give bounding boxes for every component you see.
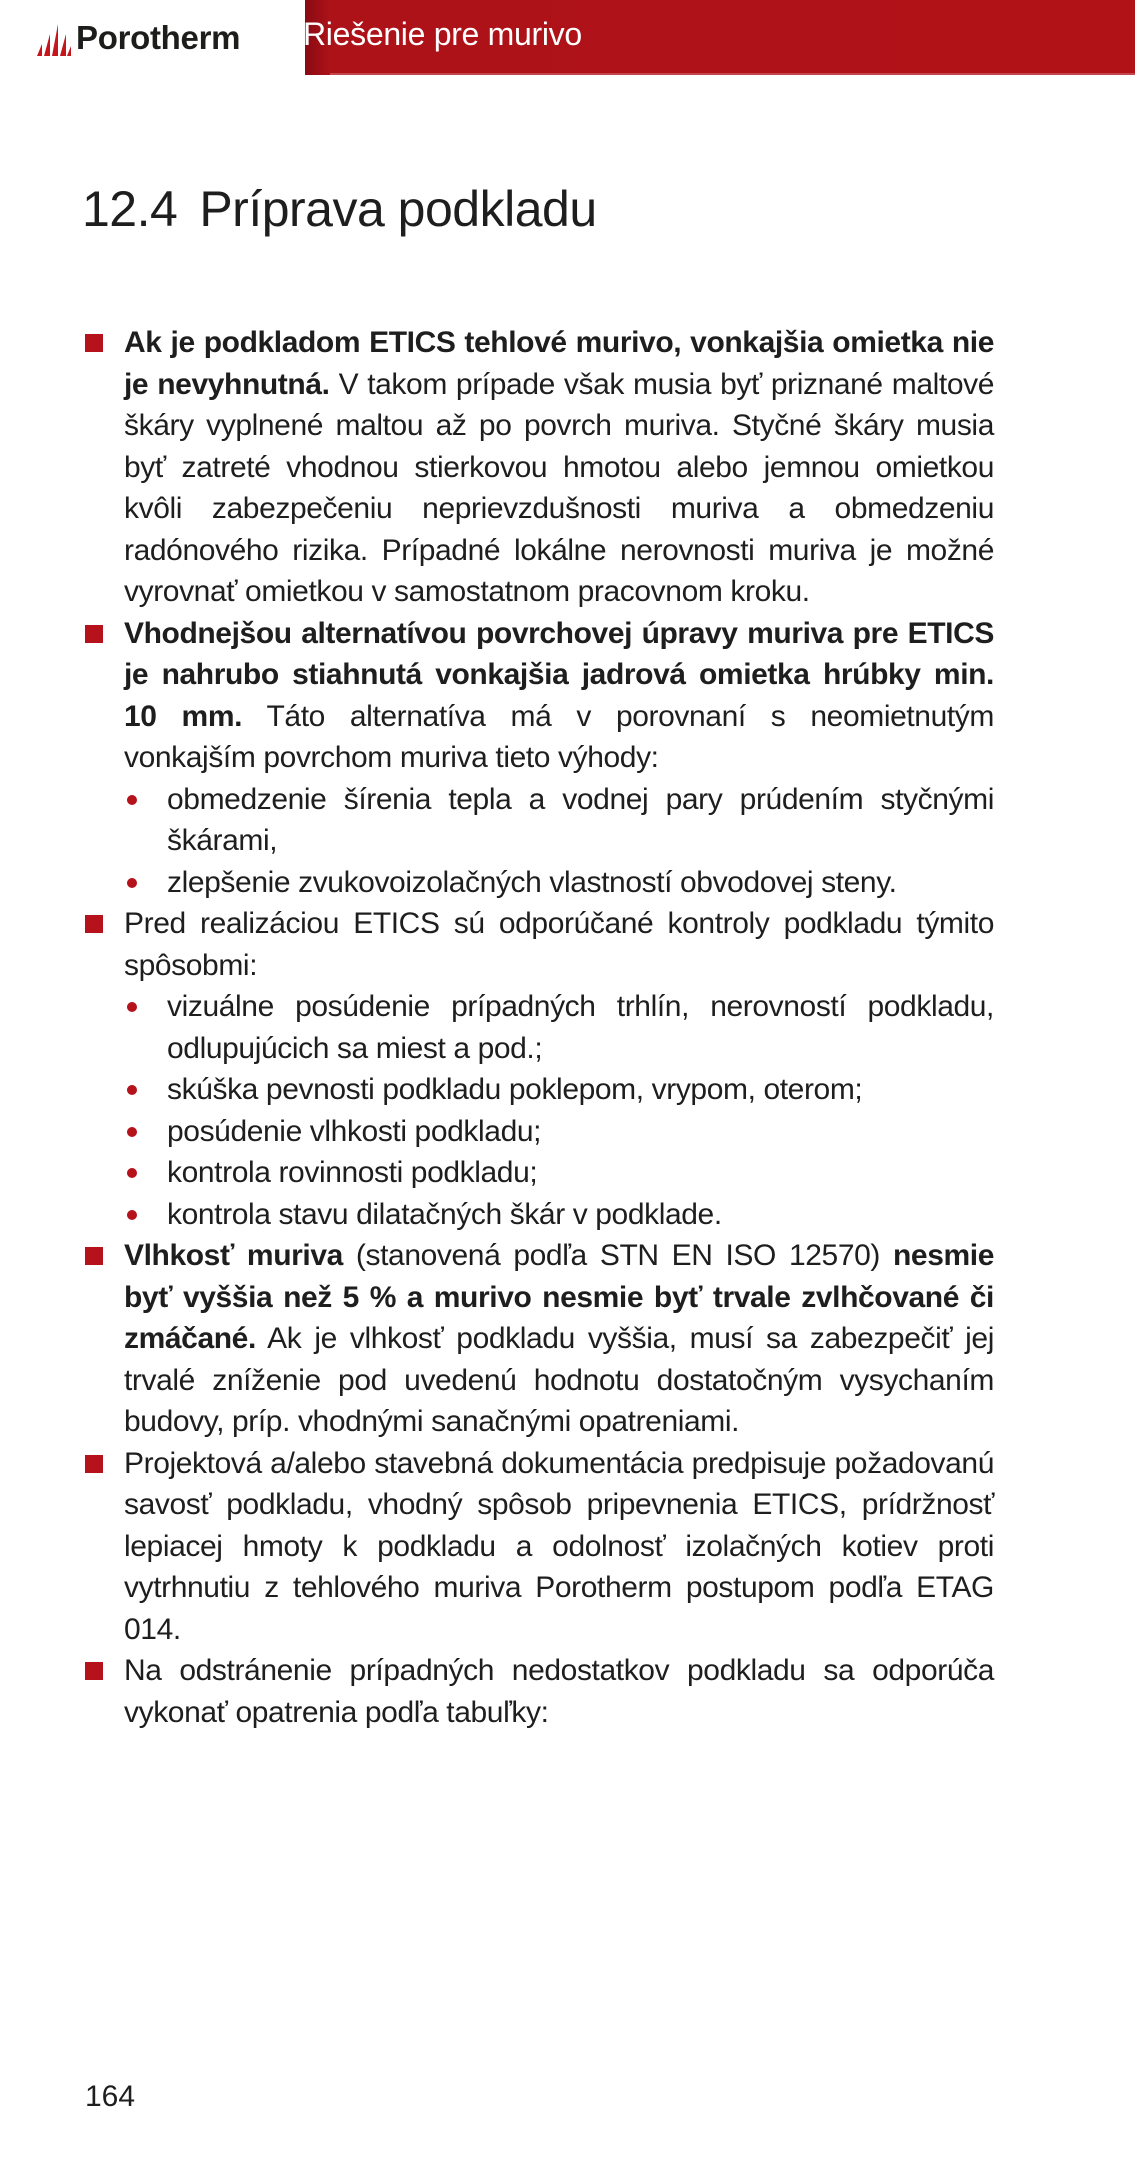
sub-list-item — [124, 862, 994, 904]
item-bold-text: nesmie byť vyššia než 5 % a murivo nesmie byť trvale zvlhčované či zmáčané. — [124, 1239, 994, 1355]
banner-underline — [330, 73, 1135, 75]
item-text: Ak je vlhkosť podkladu vyššia, musí sa zabezpečiť jej trvalé zníženie pod uvedenú hodnotu dostatočným vysychaním budovy, príp. vhodnými sanačnými opatreniami. — [124, 1322, 994, 1438]
logo-text: Porotherm — [76, 19, 241, 56]
section-title-text: Príprava podkladu — [199, 181, 597, 237]
sub-item-text: posúdenie vlhkosti podkladu; — [167, 1114, 542, 1148]
list-item — [82, 1650, 994, 1733]
porotherm-logo — [36, 16, 240, 60]
square-bullet-icon — [85, 915, 103, 933]
item-text: Projektová a/alebo stavebná dokumentácia predpisuje požadovanú savosť podkladu, vhodný spôsob pripevnenia ETICS, prídržnosť lepiacej hmoty k podkladu a odolnosť izolačných kotiev proti vytrhnutiu z tehlového muriva Porotherm postupom podľa ETAG 014. — [124, 1446, 994, 1646]
item-text: (stanovená podľa STN EN ISO 12570) — [342, 1239, 893, 1272]
square-bullet-icon — [85, 1247, 103, 1265]
square-bullet-icon — [85, 625, 103, 643]
content — [82, 322, 994, 1733]
round-bullet-icon — [127, 1168, 137, 1178]
section-title — [82, 180, 597, 238]
sub-list-item — [124, 779, 994, 862]
section-number: 12.4 — [82, 181, 178, 237]
sub-item-text: kontrola stavu dilatačných škár v podklade. — [167, 1197, 722, 1231]
list-item — [82, 903, 994, 1235]
item-text: Pred realizáciou ETICS sú odporúčané kontroly podkladu týmito spôsobmi: — [124, 907, 994, 982]
list-item — [82, 1235, 994, 1443]
round-bullet-icon — [127, 1002, 137, 1012]
list-item — [82, 322, 994, 613]
sub-list-item — [124, 1194, 994, 1236]
sub-item-text: kontrola rovinnosti podkladu; — [167, 1156, 538, 1189]
item-text: Na odstránenie prípadných nedostatkov podkladu sa odporúča vykonať opatrenia podľa tabuľky: — [124, 1654, 994, 1729]
item-bold-text: Vhodnejšou alternatívou povrchovej úpravy muriva pre ETICS je nahrubo stiahnutá vonkajšia jadrová omietka hrúbky min. 10 mm. — [124, 616, 994, 733]
sub-list-item — [124, 986, 994, 1069]
round-bullet-icon — [127, 1127, 137, 1137]
square-bullet-icon — [85, 1662, 103, 1680]
page-number: 164 — [85, 2080, 136, 2113]
round-bullet-icon — [127, 1085, 137, 1095]
sub-item-text: obmedzenie šírenia tepla a vodnej pary prúdením styčnými škárami, — [167, 782, 994, 857]
porotherm-logo-icon — [36, 20, 72, 56]
banner-text: Riešenie pre murivo — [303, 16, 582, 52]
list-item — [82, 613, 994, 904]
sub-item-text: vizuálne posúdenie prípadných trhlín, nerovností podkladu, odlupujúcich sa miest a pod.; — [167, 990, 994, 1065]
item-bold-text: Ak je podkladom ETICS tehlové murivo, vonkajšia omietka nie je nevyhnutná. — [124, 326, 994, 401]
sub-list-item — [124, 1111, 994, 1153]
round-bullet-icon — [127, 1210, 137, 1220]
square-bullet-icon — [85, 334, 103, 352]
round-bullet-icon — [127, 795, 137, 805]
sub-list-item — [124, 1069, 994, 1111]
header-banner — [305, 0, 1135, 75]
item-text: V takom prípade však musia byť priznané maltové škáry vyplnené maltou až po povrch muriva. Styčné škáry musia byť zatreté vhodnou stierkovou hmotou alebo jemnou omietkou kvôli zabezpečeniu neprievzdušnosti muriva a obmedzeniu radónového rizika. Prípadné lokálne nerovnosti muriva je možné vyrovnať omietkou v samostatnom pracovnom kroku. — [124, 367, 994, 608]
list-item — [82, 1443, 994, 1651]
item-text: Táto alternatíva má v porovnaní s neomietnutým vonkajším povrchom muriva tieto výhody: — [124, 699, 994, 774]
square-bullet-icon — [85, 1455, 103, 1473]
sub-item-text: zlepšenie zvukovoizolačných vlastností obvodovej steny. — [167, 865, 897, 899]
sub-list-item — [124, 1152, 994, 1194]
item-bold-text: Vlhkosť muriva — [124, 1239, 343, 1272]
sub-item-text: skúška pevnosti podkladu poklepom, vrypom, oterom; — [167, 1073, 863, 1106]
round-bullet-icon — [127, 878, 137, 888]
